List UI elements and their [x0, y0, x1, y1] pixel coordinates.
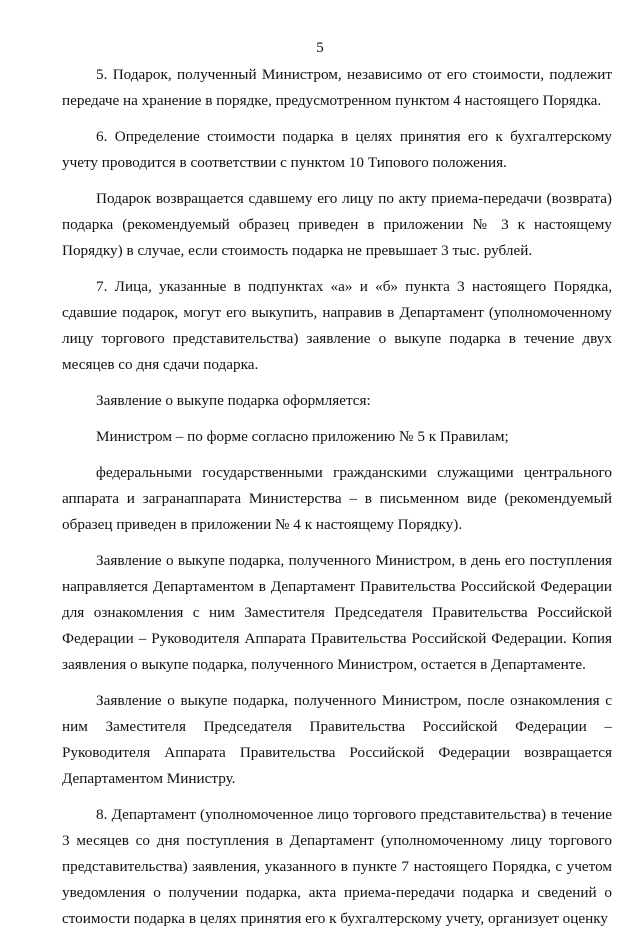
paragraph-buyout-application: Заявление о выкупе подарка оформляется:: [96, 392, 371, 409]
page-number: 5: [316, 40, 324, 56]
paragraph-minister-application-return: Заявление о выкупе подарка, полученного Министром, после ознакомления с ним Заместителя Председателя Правительства Российской Федерации – Руководителя Аппарата Правительства Российской Федерации возвращается Департаментом Министру.: [62, 692, 612, 787]
paragraph-6: 6. Определение стоимости подарка в целях принятия его к бухгалтерскому учету проводится в соответствии с пунктом 10 Типового положения.: [62, 128, 612, 171]
paragraph-8: 8. Департамент (уполномоченное лицо торгового представительства) в течение 3 месяцев со дня поступления в Департамент (уполномоченному лицу торгового представительства) заявления, указанного в пункте 7 настоящего Порядка, с учетом уведомления о получении подарка, акта приема-передачи подарка и сведений о стоимости подарка в целях принятия его к бухгалтерскому учету, организует оценку: [62, 806, 612, 927]
paragraph-minister-application-routing: Заявление о выкупе подарка, полученного Министром, в день его поступления направляется Департаментом в Департамент Правительства Российской Федерации для ознакомления с ним Заместителя Председателя Правительства Российской Федерации – Руководителя Аппарата Правительства Российской Федерации. Копия заявления о выкупе подарка, полученного Министром, остается в Департаменте.: [62, 552, 612, 673]
paragraph-7: 7. Лица, указанные в подпунктах «а» и «б» пункта 3 настоящего Порядка, сдавшие подарок, могут его выкупить, направив в Департамент (уполномоченному лицу торгового представительства) заявление о выкупе подарка в течение двух месяцев со дня сдачи подарка.: [62, 278, 612, 373]
document-body: [62, 62, 612, 932]
paragraph-minister-form: Министром – по форме согласно приложению № 5 к Правилам;: [96, 428, 509, 445]
paragraph-5: 5. Подарок, полученный Министром, независимо от его стоимости, подлежит передаче на хранение в порядке, предусмотренном пунктом 4 настоящего Порядка.: [62, 66, 612, 109]
paragraph-gift-return: Подарок возвращается сдавшему его лицу по акту приема-передачи (возврата) подарка (рекомендуемый образец приведен в приложении № 3 к настоящему Порядку) в случае, если стоимость подарка не превышает 3 тыс. рублей.: [62, 190, 612, 259]
paragraph-civil-servants: федеральными государственными гражданскими служащими центрального аппарата и загранаппарата Министерства – в письменном виде (рекомендуемый образец приведен в приложении № 4 к настоящему Порядку).: [62, 464, 612, 533]
